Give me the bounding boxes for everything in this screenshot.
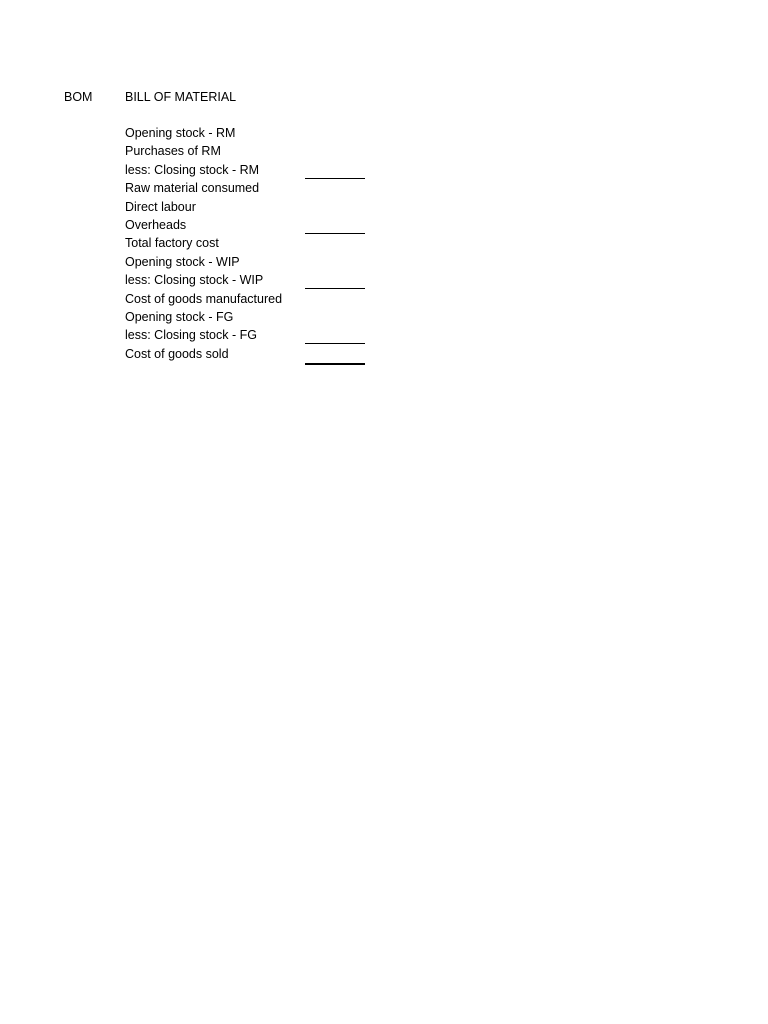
- line-item-label: less: Closing stock - FG: [125, 328, 257, 343]
- subtotal-rule: [305, 233, 365, 234]
- line-item-overheads: [125, 217, 385, 235]
- line-item-label: Total factory cost: [125, 236, 219, 251]
- line-item-label: Cost of goods manufactured: [125, 291, 283, 306]
- line-item-raw-material-consumed: [125, 180, 385, 198]
- line-item-label: Overheads: [125, 217, 187, 232]
- line-item-opening-stock-fg: [125, 309, 385, 327]
- line-item-label: Opening stock - WIP: [125, 254, 240, 269]
- line-item-label: Raw material consumed: [125, 181, 260, 196]
- line-item-label: less: Closing stock - WIP: [125, 273, 264, 288]
- line-item-purchases-rm: [125, 143, 385, 161]
- line-item-closing-stock-fg: [125, 327, 385, 345]
- document-code: BOM: [64, 90, 93, 104]
- line-item-label: less: Closing stock - RM: [125, 162, 260, 177]
- subtotal-rule: [305, 178, 365, 179]
- line-item-closing-stock-wip: [125, 272, 385, 290]
- line-item-direct-labour: [125, 199, 385, 217]
- line-item-label: Opening stock - RM: [125, 126, 236, 140]
- line-item-label: Opening stock - FG: [125, 309, 234, 324]
- line-items-list: [125, 125, 385, 364]
- total-double-rule: [305, 363, 365, 365]
- line-item-label: Purchases of RM: [125, 144, 221, 159]
- document-title: BILL OF MATERIAL: [125, 90, 237, 104]
- line-item-label: Cost of goods sold: [125, 346, 229, 361]
- subtotal-rule: [305, 343, 365, 344]
- line-item-cost-of-goods-manufactured: [125, 291, 385, 309]
- line-item-total-factory-cost: [125, 235, 385, 253]
- subtotal-rule: [305, 288, 365, 289]
- line-item-opening-stock-wip: [125, 254, 385, 272]
- line-item-cost-of-goods-sold: [125, 346, 385, 364]
- line-item-closing-stock-rm: [125, 162, 385, 180]
- line-item-opening-stock-rm: [125, 125, 385, 143]
- line-item-label: Direct labour: [125, 199, 196, 214]
